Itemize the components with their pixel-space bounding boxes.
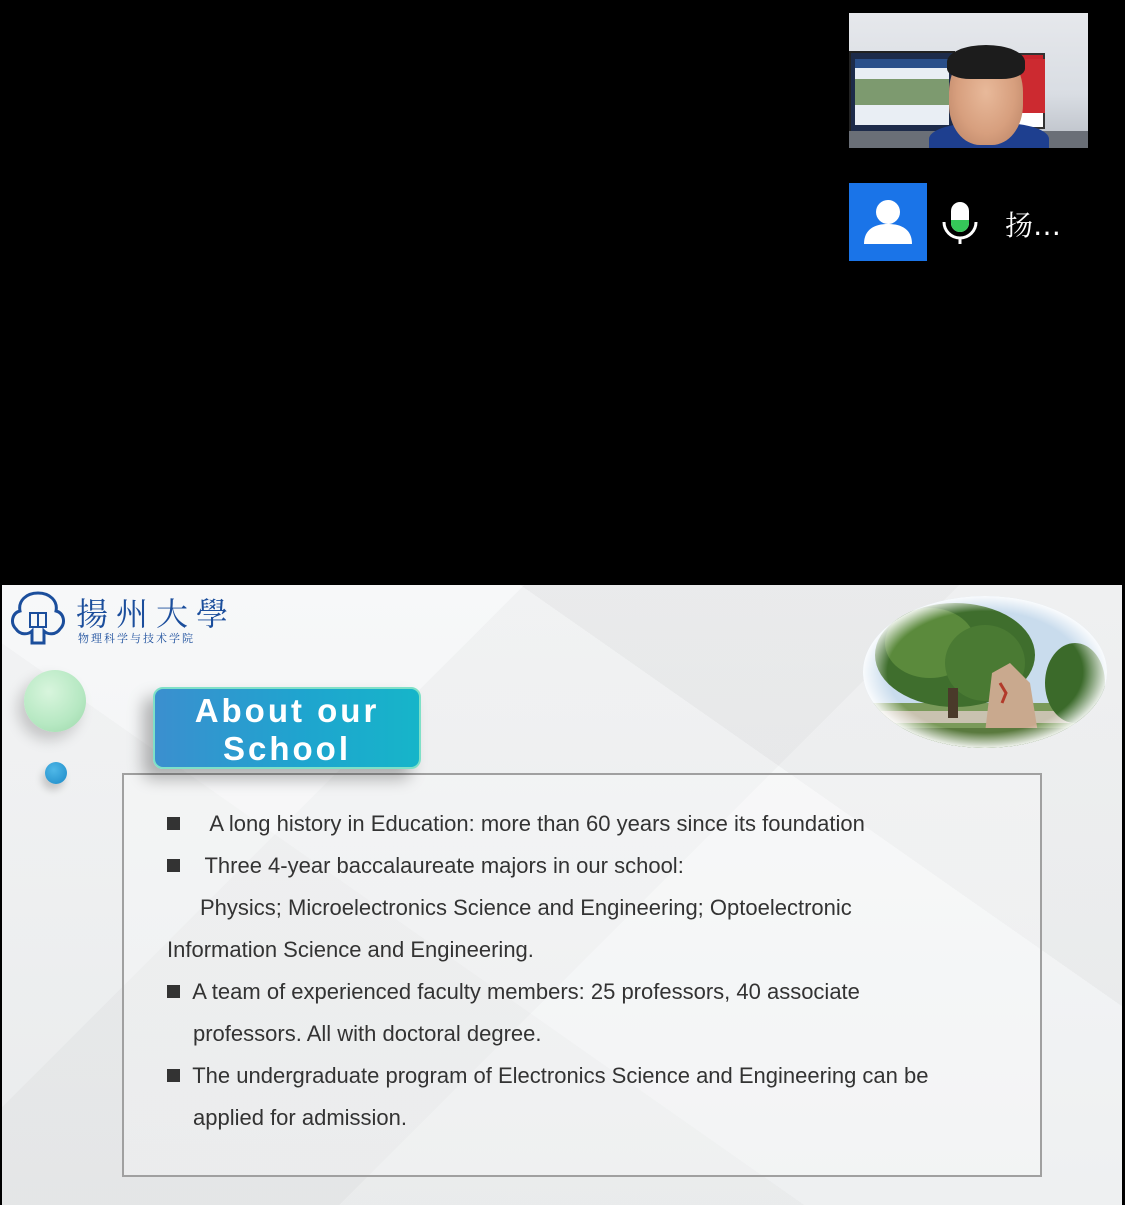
slide-title-line: About our bbox=[194, 692, 380, 729]
list-item bbox=[167, 929, 1027, 971]
video-person-hair bbox=[947, 45, 1025, 79]
bullet-text: professors. All with doctoral degree. bbox=[193, 1021, 542, 1046]
list-item bbox=[167, 845, 1027, 887]
list-item bbox=[167, 971, 1027, 1013]
campus-photo bbox=[860, 593, 1110, 751]
participant-video[interactable] bbox=[849, 13, 1088, 148]
decorative-dot bbox=[45, 762, 67, 784]
slide-title bbox=[153, 687, 421, 769]
square-bullet-icon bbox=[167, 859, 180, 872]
bullet-text: Physics; Microelectronics Science and Engineering; Optoelectronic bbox=[200, 895, 852, 920]
list-item bbox=[167, 887, 1027, 929]
list-item bbox=[167, 1097, 1027, 1139]
decorative-circle bbox=[24, 670, 86, 732]
square-bullet-icon bbox=[167, 1069, 180, 1082]
list-item bbox=[167, 1055, 1027, 1097]
university-logo-icon bbox=[6, 589, 70, 647]
bullet-text: Three 4-year baccalaureate majors in our school: bbox=[204, 853, 684, 878]
shared-slide bbox=[2, 585, 1122, 1205]
university-name: 揚州大學 bbox=[76, 595, 237, 633]
video-monitor bbox=[849, 51, 955, 135]
bullet-text: applied for admission. bbox=[193, 1105, 408, 1130]
list-item bbox=[167, 803, 1027, 845]
participant-name: 扬… bbox=[1005, 209, 1062, 242]
square-bullet-icon bbox=[167, 817, 180, 830]
user-avatar-icon[interactable] bbox=[849, 183, 927, 261]
bullet-text: A long history in Education: more than 60 years since its foundation bbox=[204, 811, 865, 836]
list-item bbox=[167, 1013, 1027, 1055]
bullet-list bbox=[167, 803, 1027, 1139]
slide-title-line: School bbox=[222, 730, 351, 767]
bullet-text: A team of experienced faculty members: 25 professors, 40 associate bbox=[192, 979, 860, 1004]
school-name: 物理科学与技术学院 bbox=[78, 632, 195, 645]
bullet-text: Information Science and Engineering. bbox=[167, 937, 534, 962]
bullet-text: The undergraduate program of Electronics Science and Engineering can be bbox=[192, 1063, 929, 1088]
microphone-icon[interactable] bbox=[940, 200, 980, 246]
square-bullet-icon bbox=[167, 985, 180, 998]
